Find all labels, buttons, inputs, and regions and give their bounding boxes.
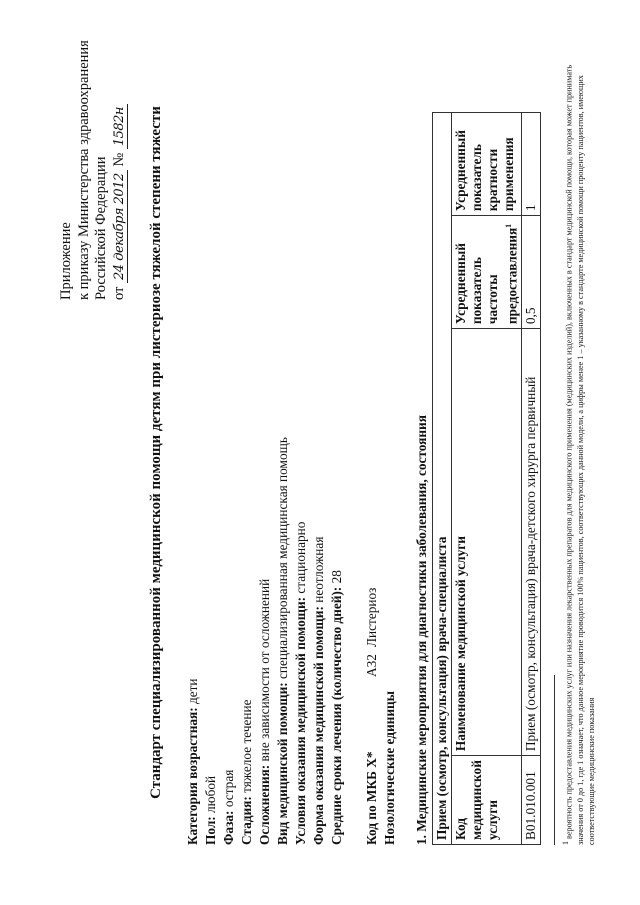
footnote-text: вероятность предоставления медицинских услуг или назначения лекарственных препаратов для медицинского применения (медицинских изделий), включенных в стандарт медицинской помощи, которая может принимать значения от 0 до 1, где 1 означает, что данное мероприятие проводится 100% пациентов, соответствующих данной модели, а цифры менее 1 – указанному в стандарте медицинской помощи проценту пациентов, имеющих соответствующие медицинские показания [564,64,596,845]
header-code: Код медицинской услуги [452,756,522,845]
mkb-code: A32 [364,654,379,677]
cell-multiplicity: 1 [522,113,541,216]
date-prefix: от [110,286,127,300]
nosology-label: Нозологические единицы [382,690,397,845]
mkb-code-label: Код по МКБ X* [364,751,379,845]
footnote-divider [554,675,555,845]
cell-code: B01.010.001 [522,756,541,845]
param-row: Стадия: тяжелое течение [239,699,254,845]
table-row [522,113,541,845]
mkb-code-row [363,205,381,845]
mkb-block [363,205,399,845]
header-frequency-footnote-mark: 1 [504,223,513,228]
handwritten-number: 1582н [112,104,128,149]
handwritten-date: 24 декабря 2012 [112,170,128,283]
appendix-line-2: к приказу Министерства здравоохранения [75,40,92,300]
header-name: Наименование медицинской услуги [452,329,522,756]
number-prefix: № [110,152,127,167]
table-subheader: Прием (осмотр, консультация) врача-специалиста [433,113,452,845]
param-row: Средние сроки лечения (количество дней): 28 [329,570,344,845]
appendix-block [58,40,128,300]
param-row: Форма оказания медицинской помощи: неотложная [311,536,326,845]
section-title: 1. Медицинские мероприятия для диагностики заболевания, состояния [414,415,429,845]
page-title: Стандарт специализированной медицинской помощи детям при листериозе тяжелой степени тяжести [148,106,164,799]
header-multiplicity: Усредненный показатель кратности применения [452,113,522,216]
cell-name: Прием (осмотр, консультация) врача-детского хирурга первичный [522,329,541,756]
header-frequency: Усредненный показатель частоты предоставления$^1$ [452,216,522,329]
appendix-line-3: Российской Федерации [93,156,109,300]
param-row: Условия оказания медицинской помощи: стационарно [293,521,308,845]
param-row: Осложнения: вне зависимости от осложнений [257,578,272,845]
table-header-row [452,113,522,845]
table-subheader-row [433,113,452,845]
param-row: Пол: любой [203,775,218,845]
param-row: Вид медицинской помощи: специализированная медицинская помощь [275,437,290,845]
footnote [560,55,597,845]
standard-parameters [184,225,346,845]
param-row: Категория возрастная: дети [185,678,200,845]
order-date-number-line [111,40,129,300]
appendix-line-1: Приложение [58,222,74,300]
cell-frequency: 0,5 [522,216,541,329]
mkb-name: Листериоз [364,587,379,647]
footnote-mark: 1 [561,841,570,845]
param-row: Фаза: острая [221,769,236,845]
nosology-row [381,205,399,845]
services-table [432,112,541,845]
